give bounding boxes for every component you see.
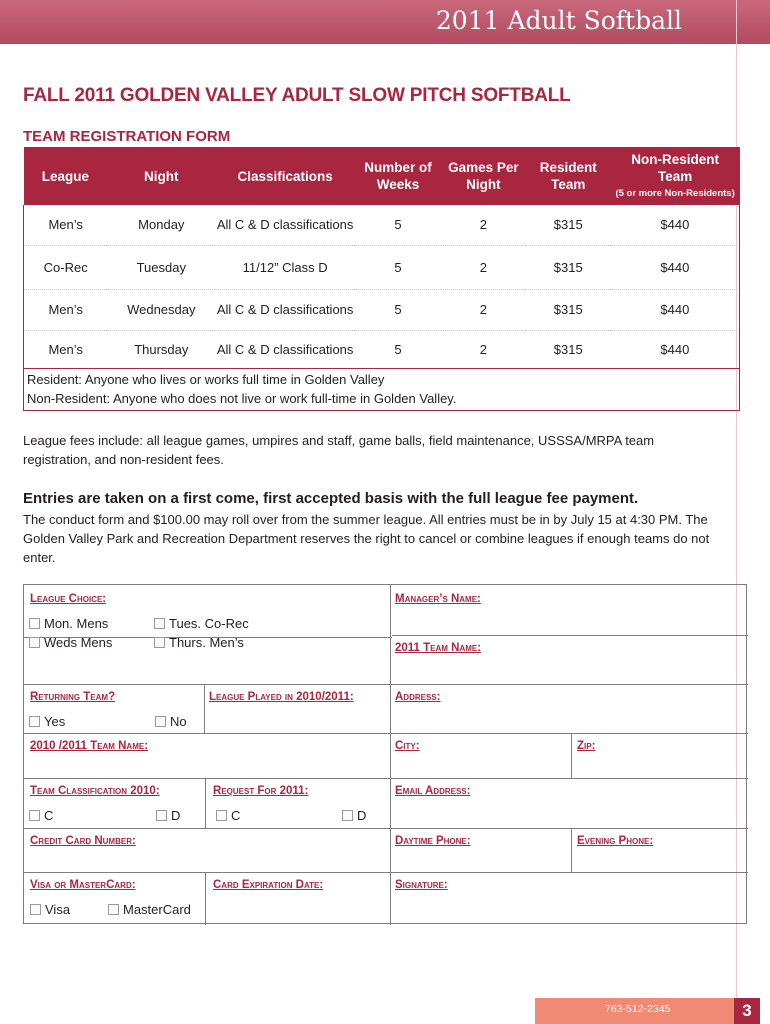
col-nonresident: [611, 147, 740, 205]
section-title: TEAM REGISTRATION FORM: [23, 128, 231, 145]
form-divider: [205, 778, 206, 828]
form-rule: [24, 828, 748, 829]
option-weds-mens[interactable]: [29, 635, 112, 650]
cell-games: 2: [441, 330, 526, 368]
option-label: Thurs. Men’s: [169, 635, 244, 650]
page-title: FALL 2011 GOLDEN VALLEY ADULT SLOW PITCH SOFTBALL: [23, 85, 571, 106]
entries-paragraph: The conduct form and $100.00 may roll over from the summer league. All entries must be in by July 15 at 4:30 PM. The Golden Valley Park and Recreation Department reserves the right to cancel or combine leagues if enough teams do not enter.: [23, 512, 710, 565]
table-row: [24, 330, 740, 368]
cell-nonresident: $440: [611, 205, 740, 245]
cell-games: 2: [441, 245, 526, 289]
option-label: Yes: [44, 714, 66, 729]
team-name-2010-field[interactable]: 2010 /2011 Team Name:: [30, 740, 149, 752]
residency-note: [24, 368, 740, 410]
col-nonresident-label: Non-Resident Team: [631, 151, 719, 184]
cell-night: Thursday: [107, 330, 215, 368]
cell-league: Men’s: [24, 330, 108, 368]
cell-resident: $315: [526, 330, 611, 368]
cell-class: 11/12” Class D: [215, 245, 355, 289]
fees-paragraph: League fees include: all league games, umpires and staff, game balls, field maintenance, USSSA/MRPA team registration, and non-resident fees.: [23, 433, 655, 467]
team-name-2011-field[interactable]: 2011 Team Name:: [395, 642, 482, 654]
cell-weeks: 5: [355, 330, 441, 368]
option-label: D: [357, 808, 367, 823]
returning-team-label: Returning Team?: [30, 691, 116, 703]
zip-field[interactable]: Zip:: [577, 740, 596, 752]
option-label: Visa: [45, 902, 71, 917]
cell-games: 2: [441, 289, 526, 330]
city-field[interactable]: City:: [395, 740, 420, 752]
footer-phone: 763-512-2345: [605, 1003, 671, 1015]
league-played-field[interactable]: League Played in 2010/2011:: [209, 691, 354, 703]
col-weeks: [355, 147, 441, 205]
form-divider: [204, 684, 205, 733]
checkbox-icon[interactable]: [108, 904, 119, 915]
residency-note-row: [24, 368, 740, 410]
cell-night: Tuesday: [107, 245, 215, 289]
mastercard-option[interactable]: [108, 902, 191, 917]
card-type-label: Visa or MasterCard:: [30, 879, 136, 891]
checkbox-icon[interactable]: [154, 618, 165, 629]
cell-nonresident: $440: [611, 289, 740, 330]
cell-league: Co-Rec: [24, 245, 108, 289]
returning-no-option[interactable]: [155, 714, 187, 729]
option-label: Tues. Co-Rec: [169, 616, 249, 631]
card-expiration-field[interactable]: Card Expiration Date:: [213, 879, 324, 891]
cell-weeks: 5: [355, 245, 441, 289]
evening-phone-field[interactable]: Evening Phone:: [577, 835, 654, 847]
request-2011-label: Request For 2011:: [213, 785, 309, 797]
col-night: Night: [107, 147, 215, 205]
request-d-option[interactable]: [342, 808, 366, 823]
col-games: [441, 147, 526, 205]
col-resident: [526, 147, 611, 205]
signature-field[interactable]: Signature:: [395, 879, 448, 891]
checkbox-icon[interactable]: [155, 716, 166, 727]
checkbox-icon[interactable]: [342, 810, 353, 821]
cell-weeks: 5: [355, 289, 441, 330]
cell-resident: $315: [526, 205, 611, 245]
form-divider: [571, 733, 572, 778]
address-field[interactable]: Address:: [395, 691, 441, 703]
team-classification-label: Team Classification 2010:: [30, 785, 160, 797]
checkbox-icon[interactable]: [30, 904, 41, 915]
option-label: Mon. Mens: [44, 616, 109, 631]
email-field[interactable]: Email Address:: [395, 785, 471, 797]
cell-class: All C & D classifications: [215, 330, 355, 368]
fee-table: [23, 147, 740, 411]
checkbox-icon[interactable]: [29, 618, 40, 629]
col-resident-label: Resident Team: [539, 160, 597, 192]
form-rule: [24, 733, 748, 734]
form-divider: [571, 828, 572, 872]
header-title: 2011 Adult Softball: [435, 6, 682, 35]
daytime-phone-field[interactable]: Daytime Phone:: [395, 835, 471, 847]
table-row: [24, 205, 740, 245]
league-choice-label: League Choice:: [30, 593, 107, 605]
request-c-option[interactable]: [216, 808, 240, 823]
cell-night: Wednesday: [107, 289, 215, 330]
col-games-label: Games Per Night: [448, 160, 519, 192]
col-nonresident-note: (5 or more Non-Residents): [615, 187, 735, 199]
form-rule: [24, 778, 748, 779]
cell-league: Men’s: [24, 205, 108, 245]
resident-definition: Resident: Anyone who lives or works full time in Golden Valley: [27, 372, 385, 387]
page-number: 3: [734, 998, 760, 1024]
class-d-option[interactable]: [156, 808, 180, 823]
cell-resident: $315: [526, 289, 611, 330]
col-weeks-label: Number of Weeks: [364, 160, 432, 192]
form-rule: [24, 872, 748, 873]
cell-nonresident: $440: [611, 330, 740, 368]
checkbox-icon[interactable]: [29, 810, 40, 821]
checkbox-icon[interactable]: [154, 637, 165, 648]
checkbox-icon[interactable]: [156, 810, 167, 821]
cell-weeks: 5: [355, 205, 441, 245]
cell-league: Men’s: [24, 289, 108, 330]
visa-option[interactable]: [30, 902, 70, 917]
cell-class: All C & D classifications: [215, 289, 355, 330]
option-mon-mens[interactable]: [29, 616, 108, 631]
option-tues-corec[interactable]: [154, 616, 249, 631]
managers-name-field[interactable]: Manager’s Name:: [395, 593, 481, 605]
registration-form: [23, 584, 747, 924]
cell-games: 2: [441, 205, 526, 245]
option-label: Weds Mens: [44, 635, 113, 650]
class-c-option[interactable]: [29, 808, 53, 823]
form-rule: [24, 684, 748, 685]
fee-table-header: [24, 147, 740, 205]
option-label: C: [44, 808, 54, 823]
option-label: D: [171, 808, 181, 823]
form-rule: [392, 635, 748, 636]
checkbox-icon[interactable]: [29, 637, 40, 648]
form-divider: [205, 872, 206, 925]
option-label: MasterCard: [123, 902, 191, 917]
cell-nonresident: $440: [611, 245, 740, 289]
col-classifications: Classifications: [215, 147, 355, 205]
returning-yes-option[interactable]: [29, 714, 65, 729]
col-league: League: [24, 147, 108, 205]
checkbox-icon[interactable]: [216, 810, 227, 821]
entries-heading: Entries are taken on a first come, first accepted basis with the full league fee payment.: [23, 490, 639, 507]
cell-class: All C & D classifications: [215, 205, 355, 245]
table-row: [24, 245, 740, 289]
option-label: C: [231, 808, 241, 823]
option-thurs-mens[interactable]: [154, 635, 244, 650]
table-row: [24, 289, 740, 330]
option-label: No: [170, 714, 187, 729]
checkbox-icon[interactable]: [29, 716, 40, 727]
cell-resident: $315: [526, 245, 611, 289]
cell-night: Monday: [107, 205, 215, 245]
nonresident-definition: Non-Resident: Anyone who does not live or work full-time in Golden Valley.: [27, 391, 457, 406]
credit-card-field[interactable]: Credit Card Number:: [30, 835, 136, 847]
form-divider: [390, 585, 391, 925]
